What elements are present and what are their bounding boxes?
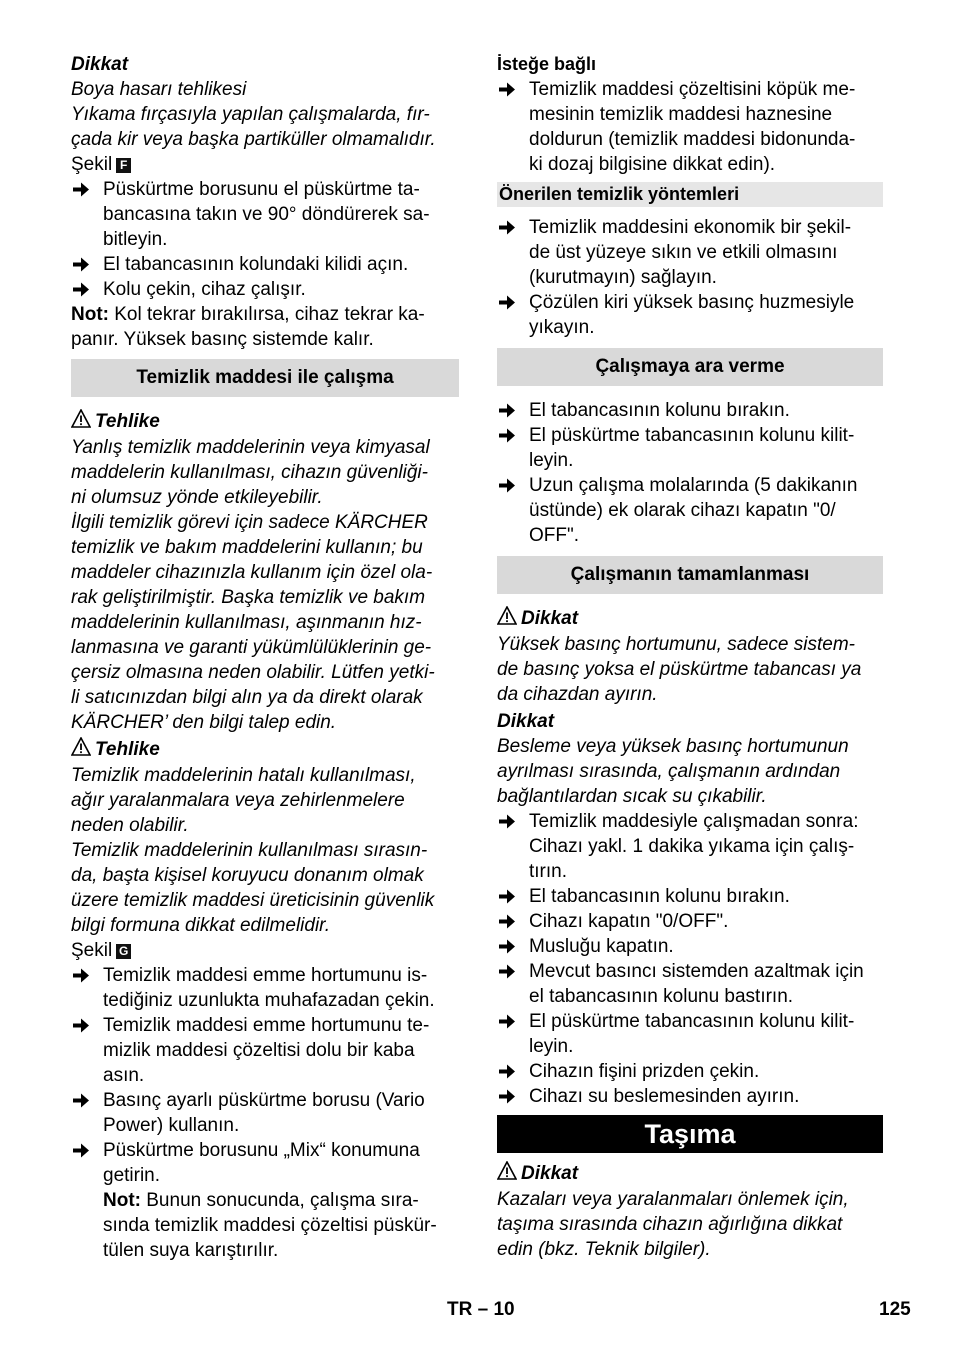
step-text-line: Cihazı su beslemesinden ayırın. bbox=[529, 1086, 800, 1107]
step-text-line: Cihazı kapatın "0/OFF". bbox=[529, 911, 729, 932]
step-text-line: Cihazın fişini prizden çekin. bbox=[529, 1061, 760, 1082]
text-line: Bunun sonucunda, çalışma sıra- bbox=[140, 1190, 419, 1211]
footer-section-number: TR – 10 bbox=[447, 1299, 515, 1320]
footer-page-number: 125 bbox=[879, 1299, 911, 1320]
text-line: sında temizlik maddesi çözeltisi püskür- bbox=[103, 1215, 437, 1236]
step-item bbox=[497, 215, 883, 290]
step-text-line: Temizlik maddesini ekonomik bir şekil- bbox=[529, 217, 852, 238]
figure-label: Şekil bbox=[71, 154, 113, 175]
tehlike-text-1 bbox=[71, 435, 459, 735]
step-list-istege bbox=[497, 77, 883, 177]
step-text-line: Uzun çalışma molalarında (5 dakikanın bbox=[529, 475, 858, 496]
warning-icon bbox=[71, 737, 95, 763]
step-text-line: el tabancasının kolunu bastırın. bbox=[529, 986, 794, 1007]
text-line: çada kir veya başka partiküller olmamalıdır. bbox=[71, 129, 436, 150]
step-item bbox=[497, 934, 883, 959]
text-line: İlgili temizlik görevi için sadece KÄRCHER bbox=[71, 512, 428, 533]
note-text bbox=[103, 1190, 437, 1261]
text-line: ayrılması sırasında, çalışmanın ardından bbox=[497, 761, 841, 782]
step-list-onerilen bbox=[497, 215, 883, 340]
dikkat-text-2 bbox=[497, 632, 883, 707]
subsection-heading-onerilen: Önerilen temizlik yöntemleri bbox=[497, 182, 883, 207]
arrow-right-icon bbox=[497, 959, 519, 984]
step-text-line: Temizlik maddesiyle çalışmadan sonra: bbox=[529, 811, 859, 832]
step-item bbox=[497, 809, 883, 884]
step-text-line: Temizlik maddesi emme hortumunu is- bbox=[103, 965, 428, 986]
step-text-line: getirin. bbox=[103, 1165, 161, 1186]
dikkat-heading: Dikkat bbox=[71, 54, 129, 75]
text-line: neden olabilir. bbox=[71, 815, 189, 836]
text-line: Besleme veya yüksek basınç hortumunun bbox=[497, 736, 849, 757]
text-line: maddeler cihazınızla kullanım için özel ola- bbox=[71, 562, 433, 583]
note-text bbox=[71, 304, 425, 350]
step-text-line: Basınç ayarlı püskürtme borusu (Vario bbox=[103, 1090, 425, 1111]
step-item bbox=[71, 1138, 459, 1188]
text-line: Yüksek basınç hortumunu, sadece sistem- bbox=[497, 634, 856, 655]
text-line: Yanlış temizlik maddelerinin veya kimyasal bbox=[71, 437, 430, 458]
step-text-line: tırın. bbox=[529, 861, 568, 882]
arrow-right-icon bbox=[71, 963, 93, 988]
figure-reference-g bbox=[71, 938, 459, 963]
step-text-line: mesinin temizlik maddesi haznesine bbox=[529, 104, 833, 125]
step-text-line: El tabancasının kolunu bırakın. bbox=[529, 886, 790, 907]
dikkat-heading-4 bbox=[497, 1161, 883, 1187]
step-text-line: Temizlik maddesi emme hortumunu te- bbox=[103, 1015, 430, 1036]
step-text-line: (kurutmayın) sağlayın. bbox=[529, 267, 717, 288]
text-line: maddelerinin kullanılması, aşınmanın hız- bbox=[71, 612, 422, 633]
step-text-line: Power) kullanın. bbox=[103, 1115, 240, 1136]
step-text-line: Musluğu kapatın. bbox=[529, 936, 674, 957]
arrow-right-icon bbox=[497, 1059, 519, 1084]
text-line: Temizlik maddelerinin hatalı kullanılması, bbox=[71, 765, 416, 786]
step-text-line: bancasına takın ve 90° döndürerek sa- bbox=[103, 204, 430, 225]
text-line: üzere temizlik maddesi üreticisinin güvenlik bbox=[71, 890, 435, 911]
warning-icon bbox=[71, 409, 95, 435]
text-line: da, başta kişisel koruyucu donanım olmak bbox=[71, 865, 424, 886]
section-heading-tamamlanmasi: Çalışmanın tamamlanması bbox=[497, 556, 883, 594]
step-item bbox=[497, 884, 883, 909]
arrow-right-icon bbox=[497, 909, 519, 934]
dikkat-text bbox=[71, 77, 459, 152]
step-text-line: Cihazı yakl. 1 dakika yıkama için çalış- bbox=[529, 836, 855, 857]
arrow-right-icon bbox=[497, 398, 519, 423]
section-heading-temizlik: Temizlik maddesi ile çalışma bbox=[71, 359, 459, 397]
right-column bbox=[497, 52, 883, 1262]
dikkat-title: Dikkat bbox=[521, 1163, 579, 1184]
step-text-line: leyin. bbox=[529, 1036, 574, 1057]
arrow-right-icon bbox=[71, 177, 93, 202]
step-item bbox=[497, 1009, 883, 1059]
step-list-tamam bbox=[497, 809, 883, 1109]
tehlike-title: Tehlike bbox=[95, 739, 160, 760]
figure-letter-f: F bbox=[116, 158, 131, 173]
step-item bbox=[497, 77, 883, 177]
step-item bbox=[497, 398, 883, 423]
step-item bbox=[71, 177, 459, 252]
step-text-line: Çözülen kiri yüksek basınç huzmesiyle bbox=[529, 292, 855, 313]
step-item bbox=[497, 909, 883, 934]
step-text-line: Kolu çekin, cihaz çalışır. bbox=[103, 279, 306, 300]
text-line: de basınç yoksa el püskürtme tabancası ya bbox=[497, 659, 862, 680]
step-text-line: yıkayın. bbox=[529, 317, 595, 338]
dikkat-text-4 bbox=[497, 1187, 883, 1262]
arrow-right-icon bbox=[497, 290, 519, 315]
arrow-right-icon bbox=[497, 423, 519, 448]
chapter-heading-tasima: Taşıma bbox=[497, 1115, 883, 1153]
note-2 bbox=[71, 1188, 459, 1263]
step-text-line: Püskürtme borusunu el püskürtme ta- bbox=[103, 179, 420, 200]
arrow-right-icon bbox=[71, 1088, 93, 1113]
text-line: da cihazdan ayırın. bbox=[497, 684, 658, 705]
step-text-line: doldurun (temizlik maddesi bidonunda- bbox=[529, 129, 856, 150]
step-text-line: Püskürtme borusunu „Mix“ konumuna bbox=[103, 1140, 420, 1161]
text-line: maddelerin kullanılması, cihazın güvenliği- bbox=[71, 462, 428, 483]
step-text-line: bitleyin. bbox=[103, 229, 168, 250]
step-text-line: Temizlik maddesi çözeltisini köpük me- bbox=[529, 79, 856, 100]
left-column bbox=[71, 52, 459, 1263]
arrow-right-icon bbox=[497, 77, 519, 102]
step-item bbox=[71, 1013, 459, 1088]
tehlike-text-2 bbox=[71, 763, 459, 938]
warning-icon bbox=[497, 606, 521, 632]
arrow-right-icon bbox=[71, 1138, 93, 1163]
text-line: bağlantılardan sıcak su çıkabilir. bbox=[497, 786, 767, 807]
figure-label: Şekil bbox=[71, 940, 113, 961]
step-item bbox=[497, 1059, 883, 1084]
text-line: lanmasına ve garanti yükümlülüklerinin ge- bbox=[71, 637, 432, 658]
step-text-line: tediğiniz uzunlukta muhafazadan çekin. bbox=[103, 990, 435, 1011]
note-label: Not: bbox=[103, 1190, 141, 1211]
step-text-line: OFF". bbox=[529, 525, 580, 546]
arrow-right-icon bbox=[71, 252, 93, 277]
arrow-right-icon bbox=[71, 1013, 93, 1038]
arrow-right-icon bbox=[497, 1084, 519, 1109]
text-line: ni olumsuz yönde etkileyebilir. bbox=[71, 487, 323, 508]
arrow-right-icon bbox=[497, 934, 519, 959]
step-item bbox=[497, 959, 883, 1009]
dikkat-heading-3: Dikkat bbox=[497, 711, 555, 732]
text-line: Temizlik maddelerinin kullanılması sırasın- bbox=[71, 840, 428, 861]
step-text-line: ki dozaj bilgisine dikkat edin). bbox=[529, 154, 776, 175]
text-line: KÄRCHER’ den bilgi talep edin. bbox=[71, 712, 337, 733]
step-item bbox=[71, 1088, 459, 1138]
step-text-line: Mevcut basıncı sistemden azaltmak için bbox=[529, 961, 864, 982]
istege-bagli-heading: İsteğe bağlı bbox=[497, 54, 597, 74]
note-1 bbox=[71, 302, 459, 352]
text-line: Kol tekrar bırakılırsa, cihaz tekrar ka- bbox=[108, 304, 425, 325]
dikkat-title: Dikkat bbox=[521, 608, 579, 629]
step-text-line: de üst yüzeye sıkın ve etkili olmasını bbox=[529, 242, 838, 263]
note-label: Not: bbox=[71, 304, 109, 325]
arrow-right-icon bbox=[71, 277, 93, 302]
text-line: li satıcınızdan bilgi alın ya da direkt olarak bbox=[71, 687, 423, 708]
step-text-line: El tabancasının kolunu bırakın. bbox=[529, 400, 790, 421]
step-item bbox=[71, 277, 459, 302]
text-line: panır. Yüksek basınç sistemde kalır. bbox=[71, 329, 374, 350]
step-text-line: leyin. bbox=[529, 450, 574, 471]
text-line: tülen suya karıştırılır. bbox=[103, 1240, 279, 1261]
text-line: rak geliştirilmiştir. Başka temizlik ve bakım bbox=[71, 587, 426, 608]
step-item bbox=[497, 423, 883, 473]
step-list-ara bbox=[497, 398, 883, 548]
arrow-right-icon bbox=[497, 809, 519, 834]
step-item bbox=[71, 252, 459, 277]
step-item bbox=[497, 290, 883, 340]
step-list-1 bbox=[71, 177, 459, 302]
step-text-line: mizlik maddesi çözeltisi dolu bir kaba bbox=[103, 1040, 415, 1061]
text-line: Kazaları veya yaralanmaları önlemek için, bbox=[497, 1189, 849, 1210]
figure-letter-g: G bbox=[116, 944, 131, 959]
text-line: temizlik ve bakım maddelerini kullanın; bu bbox=[71, 537, 423, 558]
dikkat-heading-2 bbox=[497, 606, 883, 632]
step-item bbox=[71, 963, 459, 1013]
arrow-right-icon bbox=[497, 215, 519, 240]
text-line: Boya hasarı tehlikesi bbox=[71, 79, 247, 100]
arrow-right-icon bbox=[497, 473, 519, 498]
step-list-2 bbox=[71, 963, 459, 1188]
arrow-right-icon bbox=[497, 1009, 519, 1034]
text-line: taşıma sırasında cihazın ağırlığına dikkat bbox=[497, 1214, 843, 1235]
text-line: edin (bkz. Teknik bilgiler). bbox=[497, 1239, 711, 1260]
text-line: bilgi formuna dikkat edilmelidir. bbox=[71, 915, 331, 936]
figure-reference-f bbox=[71, 152, 459, 177]
dikkat-text-3 bbox=[497, 734, 883, 809]
step-text-line: El tabancasının kolundaki kilidi açın. bbox=[103, 254, 409, 275]
tehlike-title: Tehlike bbox=[95, 411, 160, 432]
tehlike-heading-1 bbox=[71, 409, 459, 435]
step-text-line: El püskürtme tabancasının kolunu kilit- bbox=[529, 425, 855, 446]
step-text-line: El püskürtme tabancasının kolunu kilit- bbox=[529, 1011, 855, 1032]
step-text-line: üstünde) ek olarak cihazı kapatın "0/ bbox=[529, 500, 836, 521]
section-heading-ara-verme: Çalışmaya ara verme bbox=[497, 348, 883, 386]
text-line: çersiz olmasına neden olabilir. Lütfen yetki- bbox=[71, 662, 435, 683]
step-text-line: asın. bbox=[103, 1065, 145, 1086]
tehlike-heading-2 bbox=[71, 737, 459, 763]
warning-icon bbox=[497, 1161, 521, 1187]
step-item bbox=[497, 473, 883, 548]
text-line: ağır yaralanmalara veya zehirlenmelere bbox=[71, 790, 405, 811]
arrow-right-icon bbox=[497, 884, 519, 909]
step-item bbox=[497, 1084, 883, 1109]
text-line: Yıkama fırçasıyla yapılan çalışmalarda, fır- bbox=[71, 104, 430, 125]
